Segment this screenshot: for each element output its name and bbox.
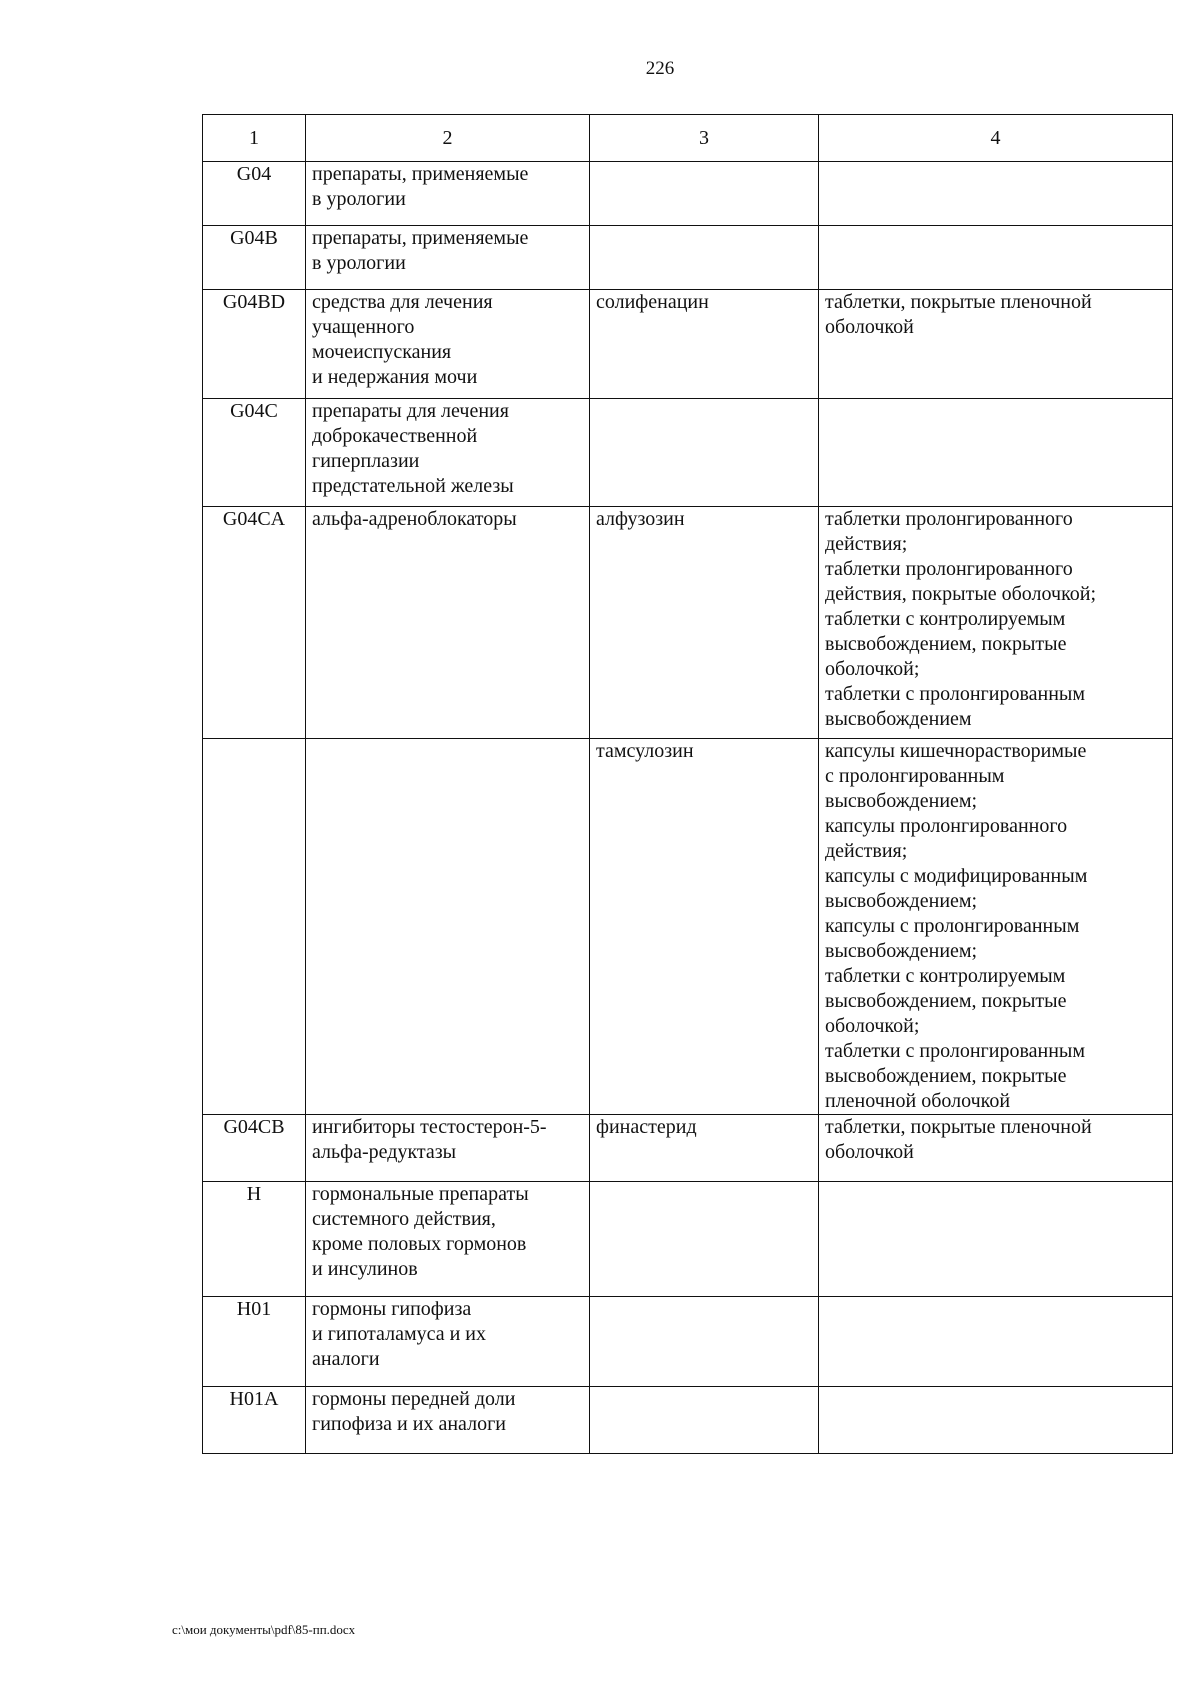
table-row: [203, 507, 1173, 739]
dosage-form-line: действия;: [825, 840, 908, 862]
dosage-form-line: высвобождением;: [825, 890, 978, 912]
column-header: 3: [590, 115, 819, 162]
drug-name-cell: финастерид: [590, 1115, 819, 1182]
drug-name-cell: [590, 226, 819, 290]
group-name-line: гормоны гипофиза: [312, 1298, 472, 1320]
dosage-form-cell: [819, 1387, 1173, 1454]
group-name-cell: [306, 1182, 590, 1297]
dosage-form-cell: [819, 162, 1173, 226]
atc-code-cell: G04CA: [203, 507, 306, 739]
drug-name-cell: [590, 1297, 819, 1387]
group-name-line: гормоны передней доли: [312, 1388, 516, 1410]
group-name-line: и гипоталамуса и их: [312, 1323, 487, 1345]
dosage-form-line: оболочкой: [825, 1141, 914, 1163]
table-row: [203, 1182, 1173, 1297]
table-row: [203, 399, 1173, 507]
dosage-form-line: таблетки с контролируемым: [825, 608, 1066, 630]
group-name-cell: [306, 290, 590, 399]
dosage-form-line: таблетки, покрытые пленочной: [825, 291, 1092, 313]
footer-file-path: c:\мои документы\pdf\85-пп.docx: [172, 1622, 356, 1637]
dosage-form-line: оболочкой;: [825, 1015, 920, 1037]
group-name-line: доброкачественной: [312, 425, 478, 447]
group-name-line: кроме половых гормонов: [312, 1233, 527, 1255]
dosage-form-cell: [819, 739, 1173, 1115]
dosage-form-line: таблетки с контролируемым: [825, 965, 1066, 987]
table-row: [203, 226, 1173, 290]
group-name-cell: [306, 507, 590, 739]
group-name-cell: [306, 226, 590, 290]
group-name-line: учащенного: [312, 316, 415, 338]
atc-code-cell: H01: [203, 1297, 306, 1387]
atc-code-cell: H: [203, 1182, 306, 1297]
dosage-form-line: оболочкой;: [825, 658, 920, 680]
group-name-line: в урологии: [312, 188, 406, 210]
table-row: [203, 1115, 1173, 1182]
atc-code-cell: G04BD: [203, 290, 306, 399]
dosage-form-cell: [819, 1182, 1173, 1297]
page-number: 226: [645, 58, 675, 79]
group-name-line: аналоги: [312, 1348, 380, 1370]
group-name-line: и недержания мочи: [312, 366, 478, 388]
group-name-line: альфа-адреноблокаторы: [312, 508, 517, 530]
group-name-line: и инсулинов: [312, 1258, 418, 1280]
drug-name-cell: [590, 399, 819, 507]
atc-code-cell: G04C: [203, 399, 306, 507]
dosage-form-line: таблетки пролонгированного: [825, 558, 1073, 580]
dosage-form-line: капсулы пролонгированного: [825, 815, 1068, 837]
group-name-cell: [306, 1387, 590, 1454]
group-name-line: препараты для лечения: [312, 400, 509, 422]
group-name-cell: [306, 1115, 590, 1182]
group-name-line: системного действия,: [312, 1208, 496, 1230]
atc-code-cell: G04: [203, 162, 306, 226]
column-header: 1: [203, 115, 306, 162]
drug-table: [202, 114, 1173, 1454]
group-name-line: мочеиспускания: [312, 341, 452, 363]
atc-code-cell: H01A: [203, 1387, 306, 1454]
atc-code-cell: G04B: [203, 226, 306, 290]
dosage-form-line: таблетки с пролонгированным: [825, 1040, 1086, 1062]
dosage-form-line: высвобождением;: [825, 940, 978, 962]
dosage-form-line: высвобождением, покрытые: [825, 633, 1067, 655]
group-name-line: препараты, применяемые: [312, 163, 529, 185]
table-row: [203, 290, 1173, 399]
dosage-form-line: действия, покрытые оболочкой;: [825, 583, 1097, 605]
dosage-form-line: таблетки с пролонгированным: [825, 683, 1086, 705]
group-name-cell: [306, 1297, 590, 1387]
dosage-form-cell: [819, 226, 1173, 290]
dosage-form-line: действия;: [825, 533, 908, 555]
dosage-form-line: капсулы с пролонгированным: [825, 915, 1080, 937]
dosage-form-line: высвобождением, покрытые: [825, 990, 1067, 1012]
column-header: 4: [819, 115, 1173, 162]
drug-name-cell: [590, 1182, 819, 1297]
dosage-form-line: пленочной оболочкой: [825, 1090, 1011, 1112]
group-name-line: средства для лечения: [312, 291, 493, 313]
group-name-line: ингибиторы тестостерон-5-: [312, 1116, 547, 1138]
drug-name-cell: [590, 162, 819, 226]
drug-name-cell: [590, 1387, 819, 1454]
dosage-form-line: высвобождением: [825, 708, 972, 730]
dosage-form-line: с пролонгированным: [825, 765, 1005, 787]
group-name-line: гипофиза и их аналоги: [312, 1413, 506, 1435]
dosage-form-line: оболочкой: [825, 316, 914, 338]
group-name-cell: [306, 162, 590, 226]
group-name-line: гормональные препараты: [312, 1183, 529, 1205]
dosage-form-line: таблетки пролонгированного: [825, 508, 1073, 530]
drug-name-cell: тамсулозин: [590, 739, 819, 1115]
group-name-line: препараты, применяемые: [312, 227, 529, 249]
dosage-form-cell: [819, 1115, 1173, 1182]
dosage-form-line: капсулы кишечнорастворимые: [825, 740, 1087, 762]
dosage-form-cell: [819, 507, 1173, 739]
table-row: [203, 162, 1173, 226]
group-name-line: предстательной железы: [312, 475, 514, 497]
atc-code-cell: G04CB: [203, 1115, 306, 1182]
table-row: [203, 739, 1173, 1115]
atc-code-cell: [203, 739, 306, 1115]
dosage-form-cell: [819, 399, 1173, 507]
table-header-row: [203, 115, 1173, 162]
dosage-form-line: высвобождением, покрытые: [825, 1065, 1067, 1087]
group-name-line: альфа-редуктазы: [312, 1141, 457, 1163]
drug-name-cell: алфузозин: [590, 507, 819, 739]
dosage-form-cell: [819, 1297, 1173, 1387]
group-name-line: гиперплазии: [312, 450, 420, 472]
group-name-cell: [306, 399, 590, 507]
dosage-form-line: капсулы с модифицированным: [825, 865, 1088, 887]
group-name-line: в урологии: [312, 252, 406, 274]
table-row: [203, 1297, 1173, 1387]
drug-name-cell: солифенацин: [590, 290, 819, 399]
dosage-form-cell: [819, 290, 1173, 399]
group-name-cell: [306, 739, 590, 1115]
dosage-form-line: высвобождением;: [825, 790, 978, 812]
column-header: 2: [306, 115, 590, 162]
dosage-form-line: таблетки, покрытые пленочной: [825, 1116, 1092, 1138]
table-row: [203, 1387, 1173, 1454]
